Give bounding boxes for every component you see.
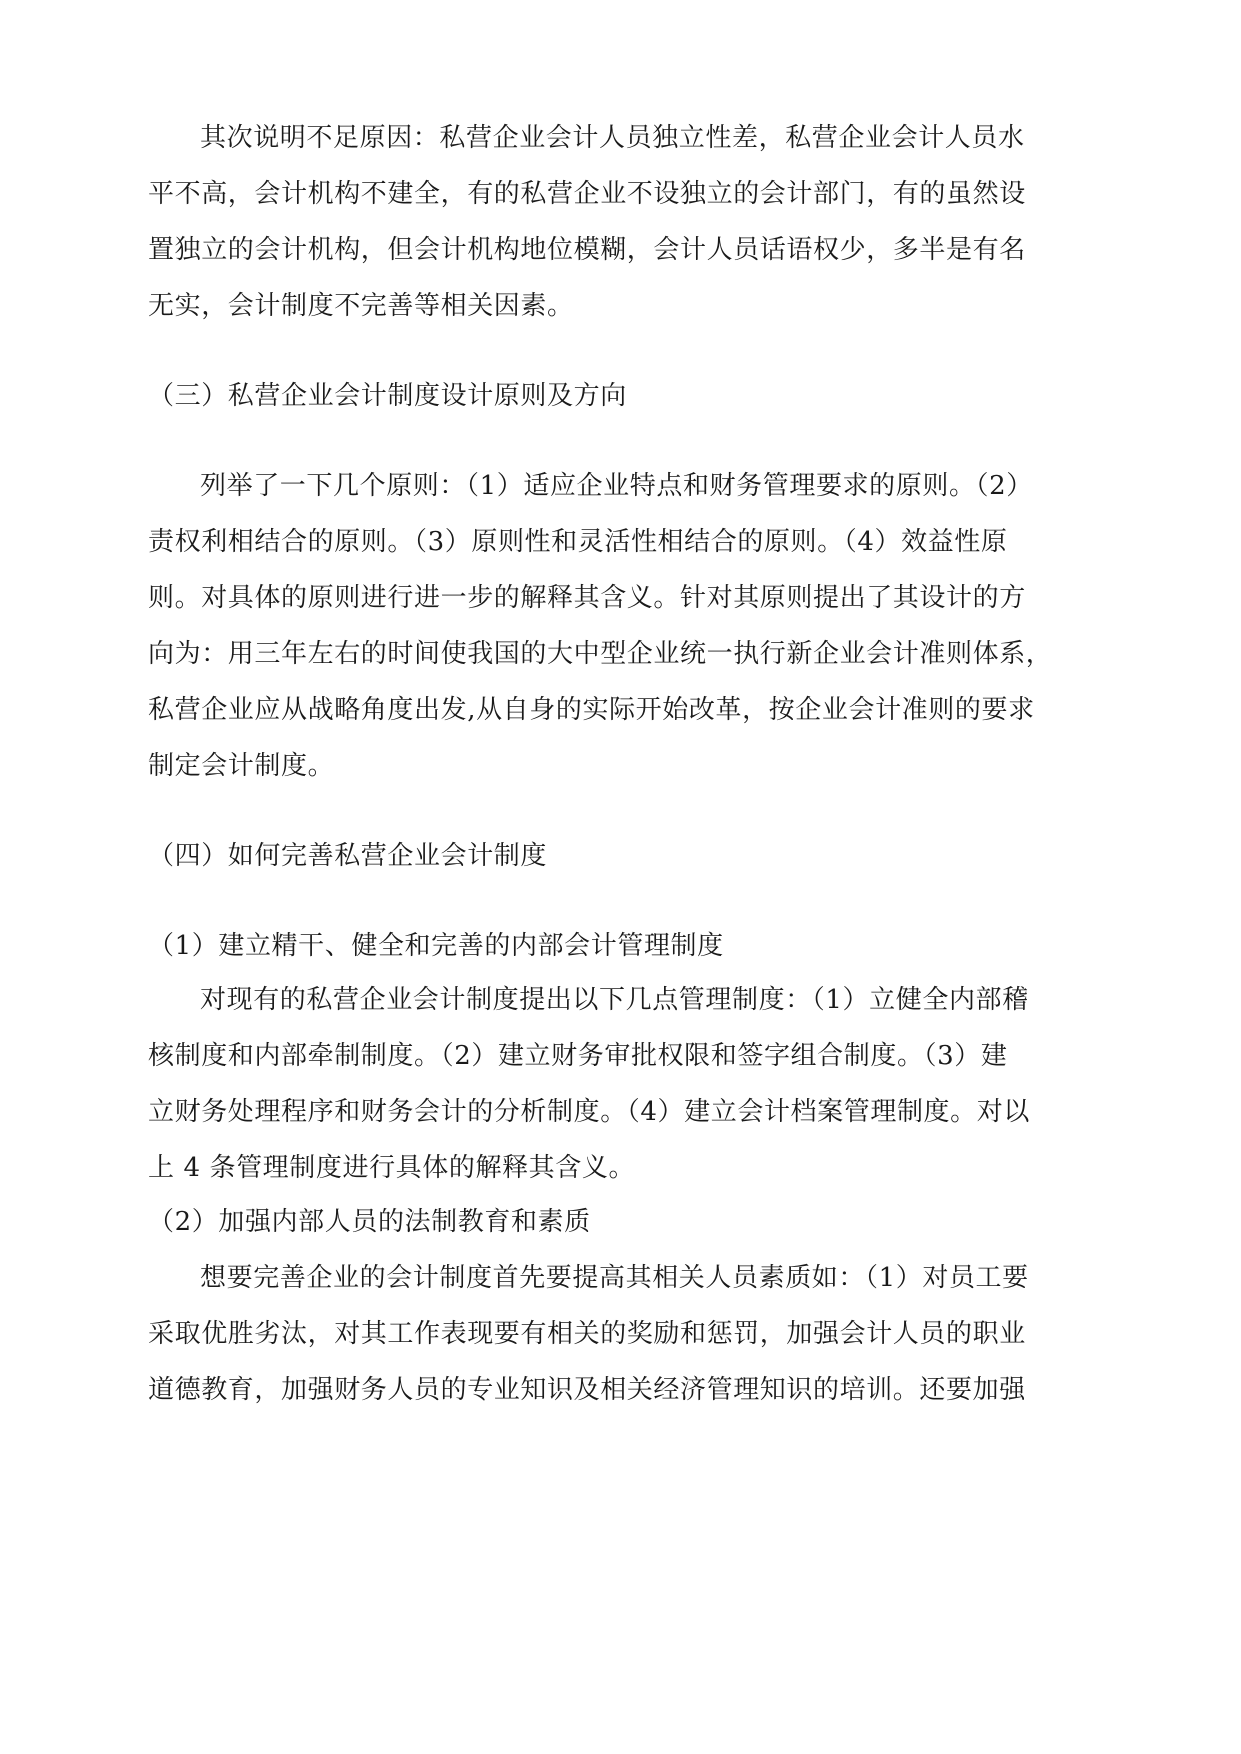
paragraph-1-line-3: 置独立的会计机构，但会计机构地位模糊，会计人员话语权少，多半是有名 bbox=[148, 235, 1026, 265]
paragraph-4-line-2: 采取优胜劣汰，对其工作表现要有相关的奖励和惩罚，加强会计人员的职业 bbox=[148, 1319, 1026, 1349]
paragraph-3-line-2: 核制度和内部牵制制度。（2）建立财务审批权限和签字组合制度。（3）建 bbox=[148, 1041, 1008, 1071]
paragraph-2-line-2: 责权利相结合的原则。（3）原则性和灵活性相结合的原则。（4）效益性原 bbox=[148, 527, 1008, 557]
paragraph-2-line-6: 制定会计制度。 bbox=[148, 751, 335, 781]
subheading-1: （1）建立精干、健全和完善的内部会计管理制度 bbox=[148, 931, 724, 961]
paragraph-3-line-1: 对现有的私营企业会计制度提出以下几点管理制度：（1）立健全内部稽 bbox=[200, 985, 1029, 1015]
paragraph-2-line-5: 私营企业应从战略角度出发,从自身的实际开始改革，按企业会计准则的要求 bbox=[148, 695, 1035, 725]
paragraph-3-line-4: 上 4 条管理制度进行具体的解释其含义。 bbox=[148, 1153, 636, 1183]
paragraph-1-line-4: 无实，会计制度不完善等相关因素。 bbox=[148, 291, 574, 321]
paragraph-1-line-2: 平不高，会计机构不建全，有的私营企业不设独立的会计部门，有的虽然设 bbox=[148, 179, 1026, 209]
paragraph-4-line-1: 想要完善企业的会计制度首先要提高其相关人员素质如：（1）对员工要 bbox=[200, 1263, 1029, 1293]
paragraph-3-line-3: 立财务处理程序和财务会计的分析制度。（4）建立会计档案管理制度。对以 bbox=[148, 1097, 1030, 1127]
subheading-2: （2）加强内部人员的法制教育和素质 bbox=[148, 1207, 591, 1237]
section-heading-3: （三）私营企业会计制度设计原则及方向 bbox=[148, 381, 627, 411]
paragraph-1-line-1: 其次说明不足原因：私营企业会计人员独立性差，私营企业会计人员水 bbox=[200, 123, 1025, 153]
paragraph-2-line-1: 列举了一下几个原则：（1）适应企业特点和财务管理要求的原则。（2） bbox=[200, 471, 1033, 501]
paragraph-2-line-3: 则。对具体的原则进行进一步的解释其含义。针对其原则提出了其设计的方 bbox=[148, 583, 1026, 613]
section-heading-4: （四）如何完善私营企业会计制度 bbox=[148, 841, 548, 871]
paragraph-2-line-4: 向为：用三年左右的时间使我国的大中型企业统一执行新企业会计准则体系， bbox=[148, 639, 1053, 669]
paragraph-4-line-3: 道德教育，加强财务人员的专业知识及相关经济管理知识的培训。还要加强 bbox=[148, 1375, 1026, 1405]
